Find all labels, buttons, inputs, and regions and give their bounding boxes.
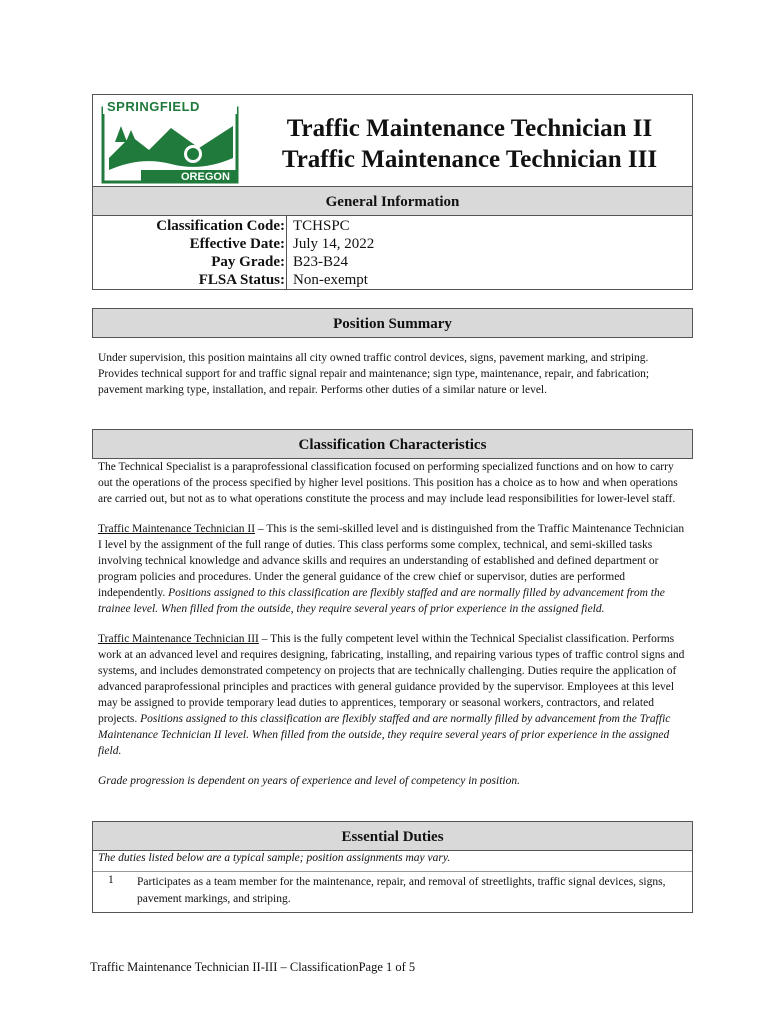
technician-iii-paragraph <box>98 631 688 759</box>
svg-text:OREGON: OREGON <box>181 171 230 183</box>
info-row <box>93 271 692 289</box>
technician-iii-italic: Positions assigned to this classification are flexibly staffed and are normally filled by advancement from the Traffic Maintenance Technician II level. When filled from the outside, they require several years of prior experience in the assigned field. <box>98 713 671 757</box>
info-value: B23-B24 <box>293 254 349 270</box>
title-technician-ii: Traffic Maintenance Technician II <box>286 115 653 142</box>
technician-ii-title: Traffic Maintenance Technician II <box>98 523 256 535</box>
technician-ii-paragraph <box>98 521 688 617</box>
title-technician-iii: Traffic Maintenance Technician III <box>281 146 658 173</box>
info-label: Effective Date: <box>189 236 285 252</box>
grade-note-text: Grade progression is dependent on years of experience and level of competency in position. <box>98 775 520 787</box>
duties-note: The duties listed below are a typical sample; position assignments may vary. <box>98 852 451 864</box>
duty-text: Participates as a team member for the maintenance, repair, and removal of streetlights, traffic signal devices, signs, pavement markings, and striping. <box>137 876 666 905</box>
row-divider <box>93 871 692 872</box>
technician-ii-text: – This is the semi-skilled level and is distinguished from the Traffic Maintenance Technician I level by the assignment of the full range of duties. This class performs some complex, technical, and semi-skilled tasks involving technical knowledge and advance skills and requires an understanding of established and defined department or program policies and procedures. Under the general guidance of the crew chief or supervisor, duties are performed independently. <box>98 523 685 599</box>
info-label: Classification Code: <box>156 218 285 234</box>
classification-text <box>98 459 688 803</box>
info-value: July 14, 2022 <box>293 236 375 252</box>
position-summary-heading: Position Summary <box>92 308 693 338</box>
info-label: FLSA Status: <box>198 272 285 288</box>
essential-duties-heading: Essential Duties <box>92 821 693 851</box>
technician-iii-title: Traffic Maintenance Technician III <box>98 633 259 645</box>
info-row <box>93 235 692 253</box>
info-row <box>93 217 692 235</box>
page-footer: Traffic Maintenance Technician II-III – ClassificationPage 1 of 5 <box>90 960 416 974</box>
springfield-oregon-logo <box>101 98 241 184</box>
duty-number: 1 <box>108 874 114 886</box>
classification-heading: Classification Characteristics <box>92 429 693 459</box>
grade-progression-note <box>98 773 688 789</box>
info-label: Pay Grade: <box>211 254 285 270</box>
technician-iii-text: – This is the fully competent level within the Technical Specialist classification. Performs work at an advanced level and requires designing, fabricating, installing, and repairing various types of traffic control signs and systems, and includes demonstrated competency on projects that are technically challenging. Duties require the application of advanced paraprofessional principles and practices with general guidance provided by the supervisor. Employees at this level may be assigned to provide temporary lead duties to apprentices, temporary or seasonal workers, contractors, and related projects. <box>98 633 685 725</box>
info-value: Non-exempt <box>293 272 368 288</box>
svg-text:SPRINGFIELD: SPRINGFIELD <box>107 99 200 114</box>
document-header <box>92 94 693 187</box>
summary-paragraph: Under supervision, this position maintains all city owned traffic control devices, signs, pavement marking, and striping. Provides technical support for and traffic signal repair and maintenance; sign type, maintenance, repair, and fabrication; pavement marking type, installation, and repair. Performs other duties of a similar nature or level. <box>98 352 650 396</box>
general-information-table <box>92 215 693 290</box>
document-titles <box>253 113 686 175</box>
classification-intro: The Technical Specialist is a paraprofessional classification focused on performing specialized functions and on how to carry out the operations of the process specified by higher level positions. This position has a choice as to how and when operations are carried out, but not as to what operations constitute the process and may include lead responsibilities for lower-level staff. <box>98 461 678 505</box>
info-row <box>93 253 692 271</box>
technician-ii-italic: Positions assigned to this classification are flexibly staffed and are normally filled by advancement from the trainee level. When filled from the outside, they require several years of prior experience in the assigned field. <box>98 587 665 615</box>
essential-duties-table <box>92 850 693 913</box>
general-information-heading: General Information <box>92 186 693 216</box>
info-value: TCHSPC <box>293 218 350 234</box>
position-summary-text <box>98 350 688 398</box>
